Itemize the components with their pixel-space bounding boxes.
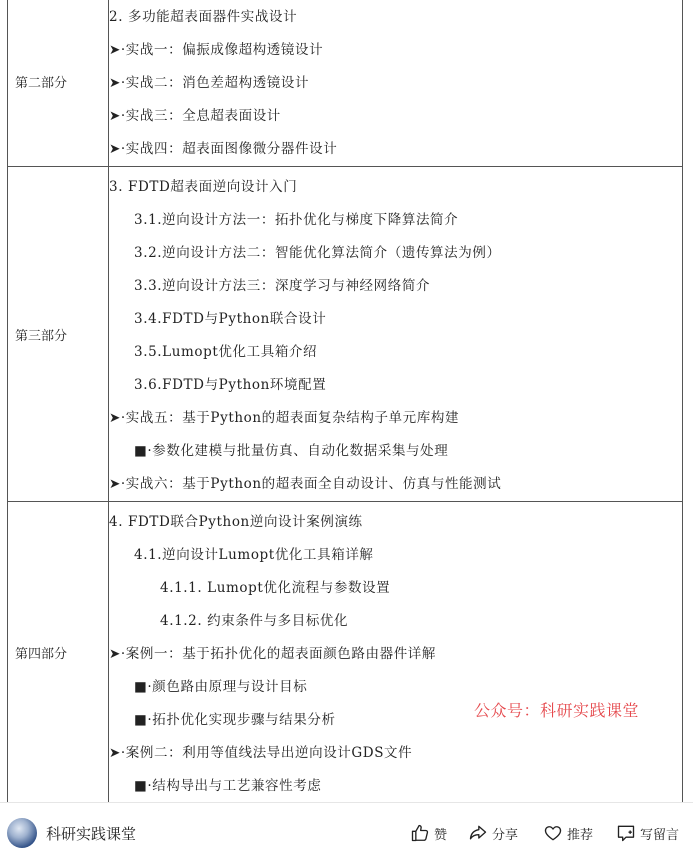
part-label: 第四部分 [8, 502, 109, 803]
heart-icon [543, 823, 563, 843]
like-label: 赞 [434, 827, 448, 843]
outline-line: 4.1.逆向设计Lumopt优化工具箱详解 [134, 547, 374, 563]
outline-line: ➤·案例二：利用等值线法导出逆向设计GDS文件 [109, 745, 413, 761]
avatar[interactable] [7, 818, 37, 848]
outline-line: 3.6.FDTD与Python环境配置 [134, 377, 327, 393]
watermark-text: 公众号：科研实践课堂 [474, 701, 640, 720]
outline-line: ➤·实战五：基于Python的超表面复杂结构子单元库构建 [109, 410, 460, 426]
thumbs-up-icon [410, 823, 430, 843]
part-row [8, 167, 683, 502]
outline-line: ■·参数化建模与批量仿真、自动化数据采集与处理 [134, 443, 449, 459]
outline-line: ■·颜色路由原理与设计目标 [134, 679, 308, 695]
part-items [109, 502, 683, 803]
outline-line: ➤·实战三：全息超表面设计 [109, 108, 281, 124]
comment-icon [616, 823, 636, 843]
outline-line: ➤·案例一：基于拓扑优化的超表面颜色路由器件详解 [109, 646, 437, 662]
outline-line: ➤·实战六：基于Python的超表面全自动设计、仿真与性能测试 [109, 476, 502, 492]
part-label: 第三部分 [8, 167, 109, 502]
outline-line: 2. 多功能超表面器件实战设计 [109, 9, 298, 25]
course-outline-table [7, 0, 683, 802]
outline-line: 3.3.逆向设计方法三：深度学习与神经网络简介 [134, 278, 431, 294]
part-row [8, 0, 683, 167]
bottom-action-bar [0, 802, 693, 863]
outline-line: ➤·实战一：偏振成像超构透镜设计 [109, 42, 324, 58]
outline-line: ➤·实战四：超表面图像微分器件设计 [109, 141, 338, 157]
outline-line: 4. FDTD联合Python逆向设计案例演练 [109, 514, 363, 530]
share-label: 分享 [492, 827, 519, 843]
share-icon [468, 823, 488, 843]
part-label: 第二部分 [8, 0, 109, 167]
outline-line: 4.1.2. 约束条件与多目标优化 [160, 613, 349, 629]
part-items [109, 0, 683, 167]
account-name[interactable]: 科研实践课堂 [46, 825, 137, 843]
recommend-button[interactable] [543, 821, 593, 845]
outline-line: 3. FDTD超表面逆向设计入门 [109, 179, 298, 195]
outline-line: 3.2.逆向设计方法二：智能优化算法简介（遗传算法为例） [134, 245, 501, 261]
comment-button[interactable] [616, 821, 679, 845]
share-button[interactable] [468, 821, 518, 845]
comment-label: 写留言 [640, 827, 680, 843]
like-button[interactable] [410, 821, 447, 845]
outline-line: ■·拓扑优化实现步骤与结果分析 [134, 712, 336, 728]
outline-line: ■·结构导出与工艺兼容性考虑 [134, 778, 322, 794]
part-row [8, 502, 683, 803]
outline-line: 3.4.FDTD与Python联合设计 [134, 311, 327, 327]
outline-line: ➤·实战二：消色差超构透镜设计 [109, 75, 310, 91]
recommend-label: 推荐 [567, 827, 594, 843]
outline-line: 4.1.1. Lumopt优化流程与参数设置 [160, 580, 391, 596]
outline-line: 3.5.Lumopt优化工具箱介绍 [134, 344, 318, 360]
outline-line: 3.1.逆向设计方法一：拓扑优化与梯度下降算法简介 [134, 212, 459, 228]
part-items [109, 167, 683, 502]
